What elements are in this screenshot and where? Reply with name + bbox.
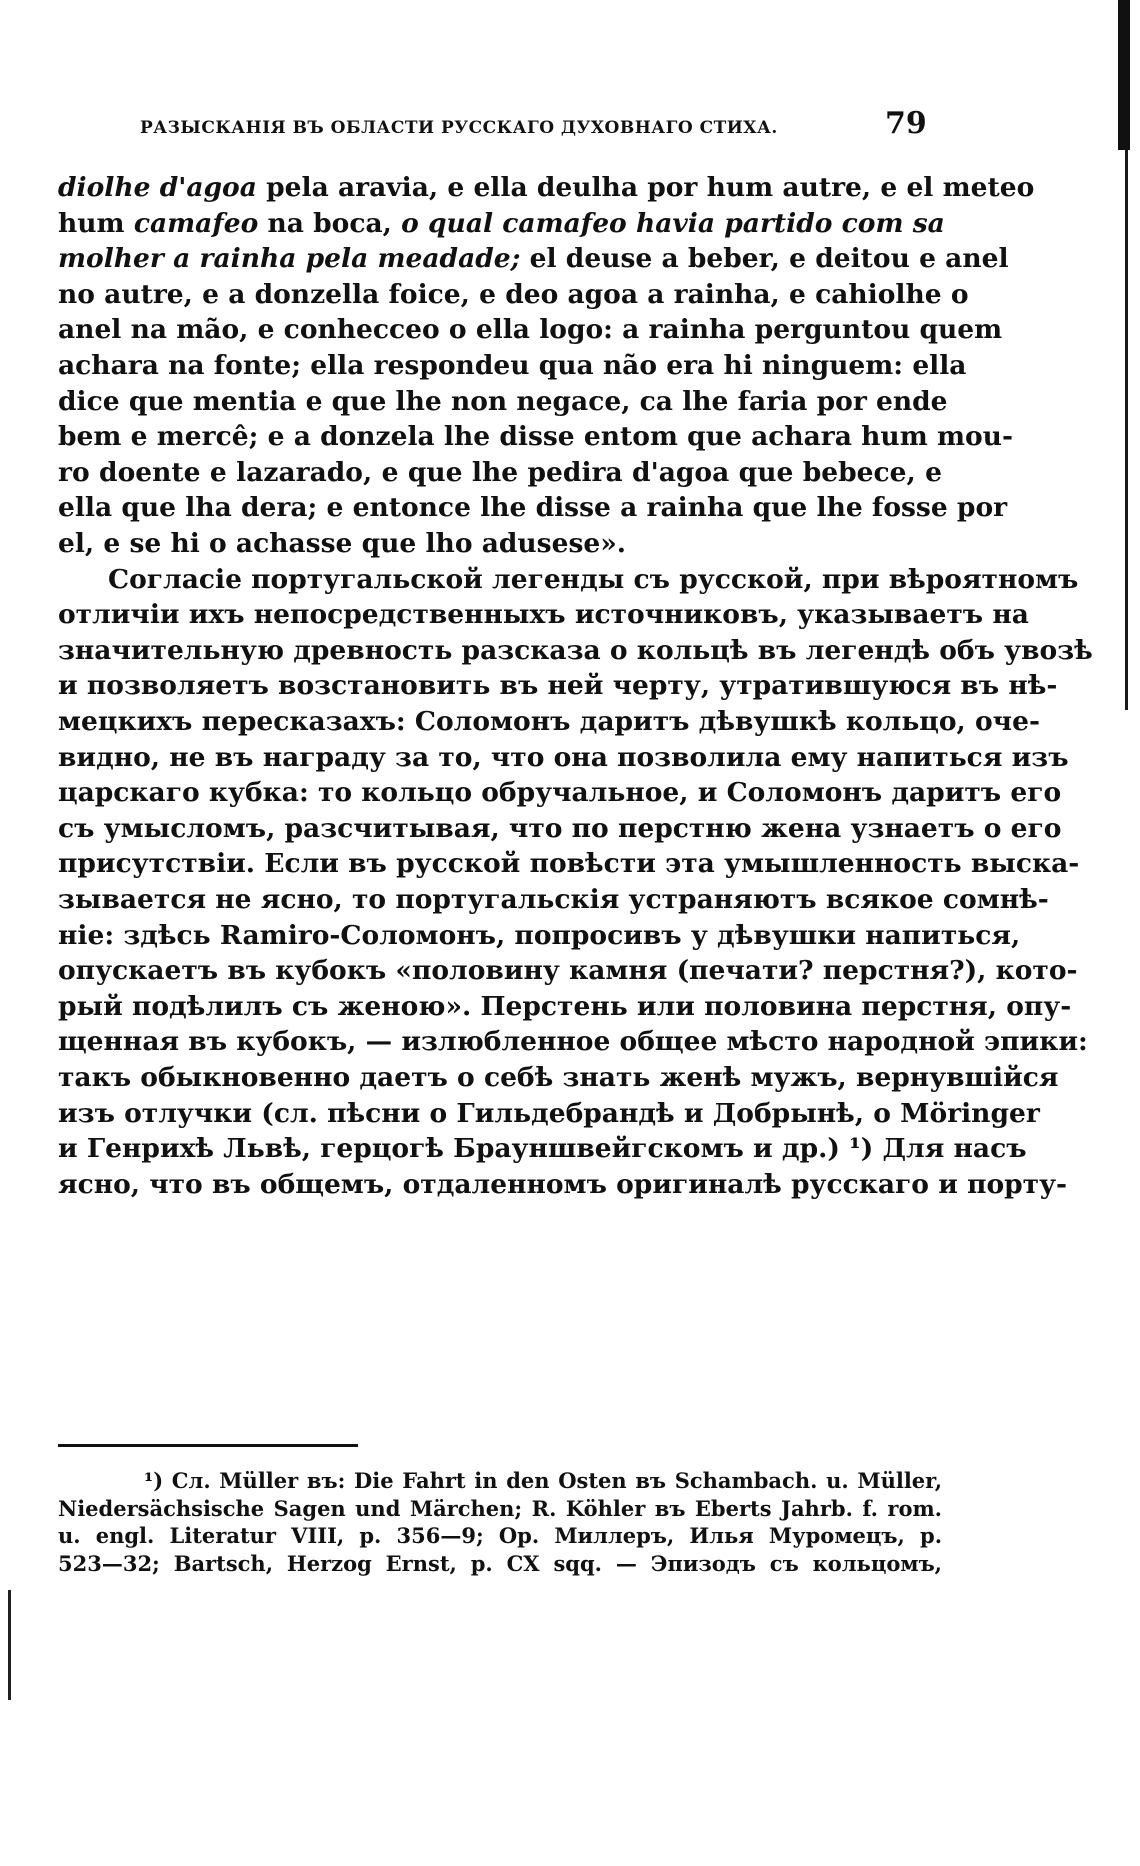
text-run: achara na fonte; ella respondeu qua não era hi ninguem: ella: [58, 350, 967, 381]
italic-text: molher a rainha pela meadade;: [58, 243, 521, 275]
text-run: и Генрихѣ Львѣ, герцогѣ Брауншвейгскомъ и др.) ¹) Для насъ: [58, 1133, 1027, 1165]
text-run: anel na mão, e conhecceo o ella logo: a rainha perguntou quem: [58, 314, 1003, 346]
scan-edge-artifact: [1118, 0, 1130, 150]
text-run: dice que mentia e que lhe non negace, ca lhe faria por ende: [58, 385, 948, 417]
footnote-rule: [58, 1444, 358, 1447]
text-run: съ умысломъ, разсчитывая, что по перстню жена узнаетъ о его: [58, 812, 1062, 844]
text-run: видно, не въ награду за то, что она позволила ему напиться изъ: [58, 741, 1069, 773]
footnote-line: ¹) Сл. Müller въ: Die Fahrt in den Osten въ Schambach. u. Müller,: [144, 1468, 942, 1493]
text-run: bem e mercê; e a donzela lhe disse entom que achara hum mou-: [58, 421, 1013, 453]
text-run: ella que lha dera; e entonce lhe disse a rainha que lhe fosse por: [58, 492, 1008, 524]
text-run: отличіи ихъ непосредственныхъ источниковъ, указываетъ на: [58, 599, 1029, 631]
footnote-line: u. engl. Literatur VIII, p. 356—9; Ор. Миллеръ, Илья Муромецъ, p.: [58, 1523, 942, 1548]
text-run: ro doente e lazarado, e que lhe pedira d'agoa que bebece, e: [58, 456, 942, 488]
text-run: зывается не ясно, то португальскія устраняютъ всякое сомнѣ-: [58, 884, 1049, 915]
text-run: рый подѣлилъ съ женою». Перстень или половина перстня, опу-: [58, 990, 1072, 1022]
text-run: el deuse a beber, e deitou e anel: [520, 243, 1009, 275]
text-run: царскаго кубка: то кольцо обручальное, и Соломонъ даритъ его: [58, 777, 1062, 809]
footnote-line: Niedersächsische Sagen und Märchen; R. Köhler въ Eberts Jahrb. f. rom.: [58, 1495, 942, 1521]
italic-text: diolhe d'agoa: [58, 172, 257, 203]
text-run: и позволяетъ возстановить въ ней черту, утратившуюся въ нѣ-: [58, 670, 1058, 702]
text-run: na boca,: [258, 207, 402, 239]
text-run: pela aravia, e ella deulha por hum autre, e el meteo: [256, 172, 1035, 203]
page-number: 79: [885, 106, 927, 141]
text-line: [58, 1163, 1068, 1207]
text-run: hum: [58, 207, 134, 239]
italic-text: o qual camafeo havia partido com sa: [401, 207, 945, 239]
footnote-line: 523—32; Bartsch, Herzog Ernst, p. CX sqq. — Эпизодъ съ кольцомъ,: [58, 1550, 942, 1576]
text-run: такъ обыкновенно даетъ о себѣ знать женѣ мужъ, вернувшійся: [58, 1062, 1059, 1093]
scan-edge-line: [1125, 150, 1128, 710]
text-run: значительную древность разсказа о кольцѣ въ легендѣ объ увозѣ: [58, 634, 1093, 666]
text-run: ясно, что въ общемъ, отдаленномъ оригиналѣ русскаго и порту-: [58, 1168, 1068, 1200]
scan-margin-mark: [8, 1590, 11, 1700]
text-run: el, e se hi o achasse que lho adusese».: [58, 528, 627, 559]
text-run: no autre, e a donzella foice, e deo agoa a rainha, e cahiolhe o: [58, 278, 969, 310]
text-run: Согласіе португальской легенды съ русской, при вѣроятномъ: [108, 563, 1079, 595]
text-run: опускаетъ въ кубокъ «половину камня (печати? перстня?), кото-: [58, 955, 1078, 987]
italic-text: camafeo: [133, 207, 259, 239]
text-run: ніе: здѣсь Ramiro-Соломонъ, попросивъ у дѣвушки напиться,: [58, 919, 1021, 951]
text-run: мецкихъ пересказахъ: Соломонъ даритъ дѣвушкѣ кольцо, оче-: [58, 706, 1040, 737]
page-header: [130, 104, 940, 144]
text-run: щенная въ кубокъ, — излюбленное общее мѣсто народной эпики:: [58, 1026, 1088, 1058]
text-run: присутствіи. Если въ русской повѣсти эта умышленность выска-: [58, 848, 1080, 880]
text-run: изъ отлучки (сл. пѣсни о Гильдебрандѣ и Добрынѣ, о Möringer: [58, 1097, 1040, 1129]
running-head: РАЗЫСКАНІЯ ВЪ ОБЛАСТИ РУССКАГО ДУХОВНАГО СТИХА.: [140, 118, 778, 138]
